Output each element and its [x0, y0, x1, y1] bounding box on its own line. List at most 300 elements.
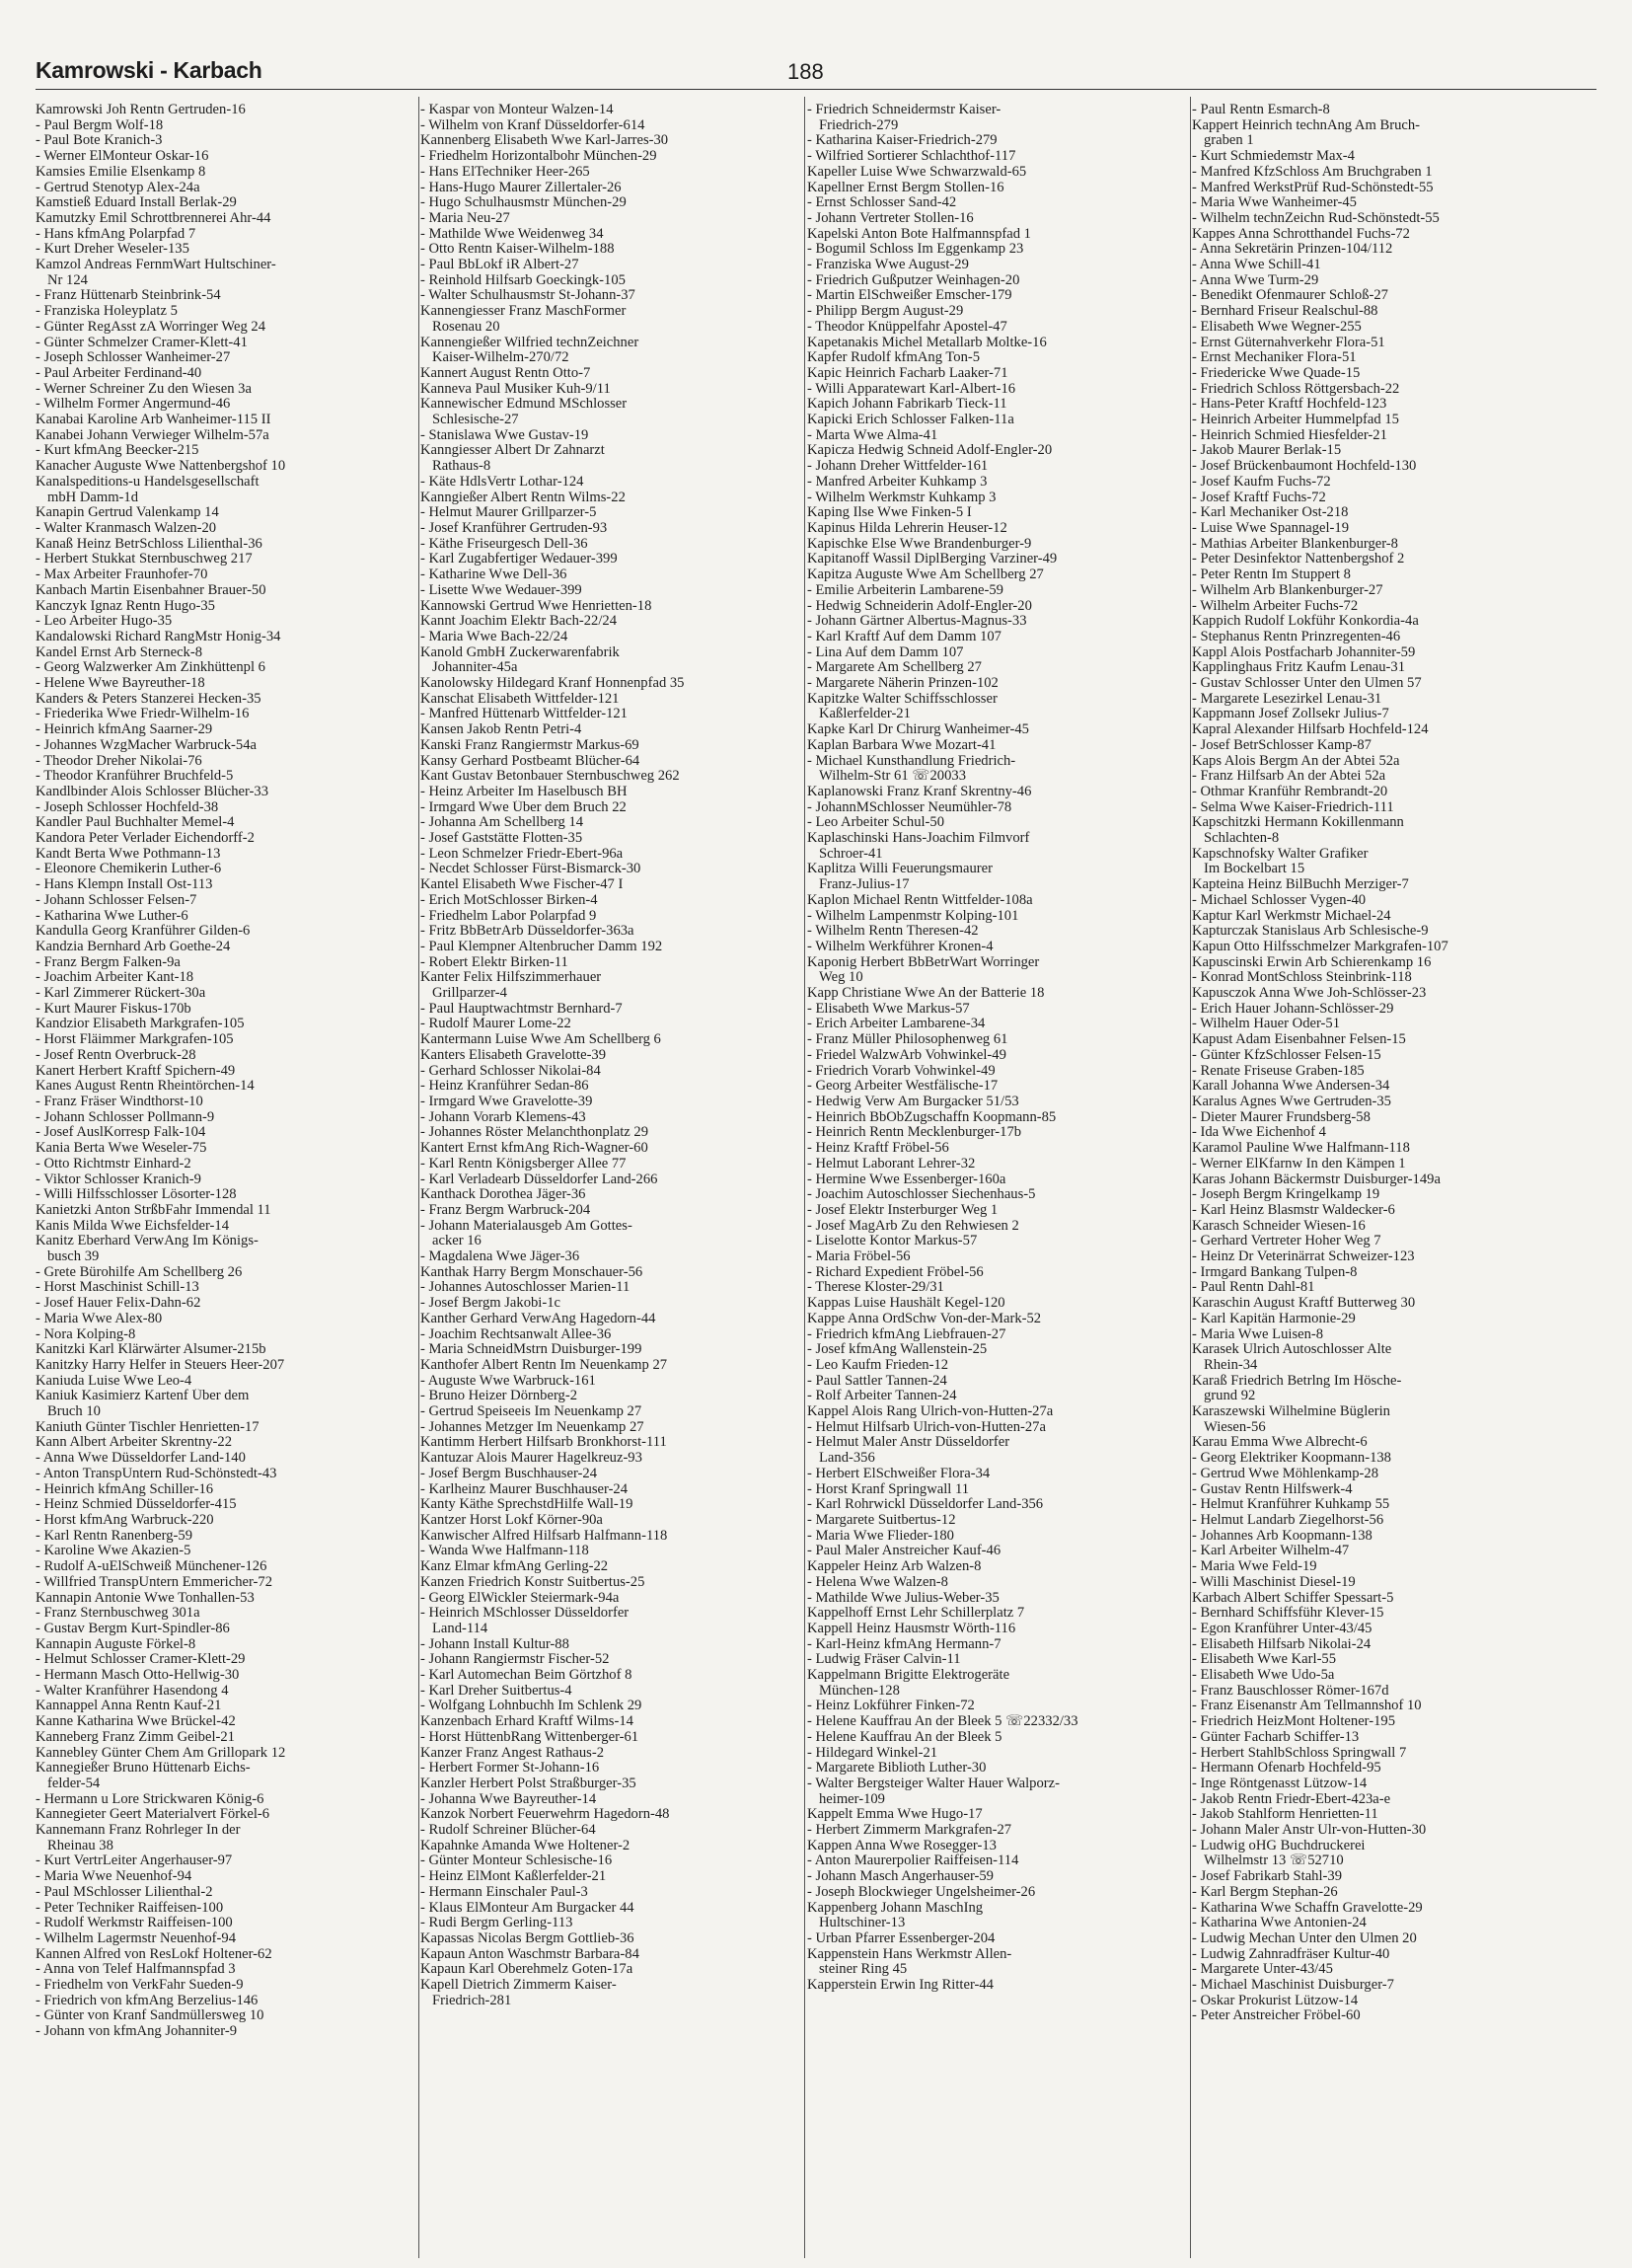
- directory-entry: Kanold GmbH Zuckerwarenfabrik: [420, 644, 620, 660]
- entry-continuation: Land-114: [432, 1621, 488, 1636]
- directory-entry: Kannert August Rentn Otto-7: [420, 365, 591, 381]
- directory-entry: Kaping Ilse Wwe Finken-5 I: [807, 505, 972, 521]
- directory-entry: - Marta Wwe Alma-41: [807, 427, 938, 443]
- directory-entry: Kanter Felix Hilfszimmerhauer: [420, 970, 602, 986]
- directory-entry: - Friedrich von kfmAng Berzelius-146: [36, 1993, 259, 2008]
- column-divider: [1190, 97, 1191, 2258]
- directory-entry: - Erich Hauer Johann-Schlösser-29: [1192, 1001, 1394, 1017]
- directory-entry: Kappert Heinrich technAng Am Bruch-: [1192, 117, 1420, 133]
- directory-entry: - Oskar Prokurist Lützow-14: [1192, 1993, 1359, 2008]
- directory-entry: Kandler Paul Buchhalter Memel-4: [36, 815, 235, 831]
- directory-entry: Kanabei Johann Verwieger Wilhelm-57a: [36, 427, 269, 443]
- directory-entry: - Heinrich Rentn Mecklenburger-17b: [807, 1125, 1022, 1141]
- directory-entry: - Wilhelm Lampenmstr Kolping-101: [807, 908, 1019, 924]
- directory-entry: - Stephanus Rentn Prinzregenten-46: [1192, 629, 1401, 644]
- entry-continuation: Land-356: [819, 1451, 875, 1467]
- directory-entry: Kappell Heinz Hausmstr Wörth-116: [807, 1621, 1016, 1636]
- entry-continuation: Wilhelm-Str 61 ☏20033: [819, 769, 966, 785]
- directory-entry: - Heinz Dr Veterinärrat Schweizer-123: [1192, 1249, 1415, 1265]
- directory-entry: - Horst Fläimmer Markgrafen-105: [36, 1032, 234, 1048]
- directory-entry: Kapschitzki Hermann Kokillenmann: [1192, 815, 1404, 831]
- directory-entry: Kapke Karl Dr Chirurg Wanheimer-45: [807, 722, 1029, 738]
- directory-entry: - Josef Kaufm Fuchs-72: [1192, 474, 1331, 490]
- directory-entry: - Peter Anstreicher Fröbel-60: [1192, 2008, 1361, 2024]
- entry-continuation: Rhein-34: [1204, 1357, 1258, 1373]
- directory-entry: - Gertrud Speiseeis Im Neuenkamp 27: [420, 1404, 642, 1420]
- directory-entry: - Helena Wwe Walzen-8: [807, 1574, 948, 1590]
- directory-entry: Kannowski Gertrud Wwe Henrietten-18: [420, 598, 652, 614]
- directory-entry: Kant Gustav Betonbauer Sternbuschweg 262: [420, 769, 680, 785]
- directory-entry: - Renate Friseuse Graben-185: [1192, 1063, 1365, 1079]
- directory-entry: Kappes Anna Schrotthandel Fuchs-72: [1192, 226, 1410, 242]
- directory-entry: - Elisabeth Wwe Wegner-255: [1192, 319, 1362, 335]
- directory-entry: Kann Albert Arbeiter Skrentny-22: [36, 1435, 232, 1451]
- entry-continuation: Kaßlerfelder-21: [819, 707, 911, 722]
- directory-entry: - Kurt kfmAng Beecker-215: [36, 443, 199, 459]
- directory-entry: - Wilfried Sortierer Schlachthof-117: [807, 149, 1016, 165]
- directory-entry: Kansy Gerhard Postbeamt Blücher-64: [420, 753, 640, 769]
- directory-entry: - Hans-Hugo Maurer Zillertaler-26: [420, 180, 622, 195]
- directory-entry: - Ernst Güternahverkehr Flora-51: [1192, 335, 1385, 350]
- directory-entry: - Wolfgang Lohnbuchh Im Schlenk 29: [420, 1699, 642, 1714]
- directory-entry: - Luise Wwe Spannagel-19: [1192, 520, 1349, 536]
- directory-entry: Kapp Christiane Wwe An der Batterie 18: [807, 986, 1045, 1002]
- directory-entry: Kappenberg Johann MaschIng: [807, 1900, 984, 1916]
- directory-entry: Kannegießer Bruno Hüttenarb Eichs-: [36, 1761, 251, 1777]
- directory-entry: Kapelski Anton Bote Halfmannspfad 1: [807, 226, 1031, 242]
- directory-entry: - Margarete Suitbertus-12: [807, 1512, 956, 1528]
- directory-entry: Kannappel Anna Rentn Kauf-21: [36, 1699, 222, 1714]
- directory-entry: - Fritz BbBetrArb Düsseldorfer-363a: [420, 924, 634, 940]
- directory-entry: Kaplon Michael Rentn Wittfelder-108a: [807, 892, 1033, 908]
- directory-entry: - Josef Kraftf Fuchs-72: [1192, 490, 1326, 505]
- directory-entry: - Friedericke Wwe Quade-15: [1192, 365, 1361, 381]
- directory-entry: - Theodor Kranführer Bruchfeld-5: [36, 769, 234, 785]
- directory-entry: - Johannes Arb Koopmann-138: [1192, 1528, 1372, 1544]
- directory-entry: - Gustav Schlosser Unter den Ulmen 57: [1192, 676, 1422, 692]
- entry-continuation: heimer-109: [819, 1791, 885, 1807]
- directory-entry: - Gertrud Stenotyp Alex-24a: [36, 180, 200, 195]
- directory-entry: - Jakob Rentn Friedr-Ebert-423a-e: [1192, 1791, 1391, 1807]
- entry-continuation: Friedrich-281: [432, 1993, 512, 2008]
- directory-entry: Kamrowski Joh Rentn Gertruden-16: [36, 103, 246, 117]
- directory-entry: - Franz Fräser Windthorst-10: [36, 1095, 203, 1109]
- directory-entry: - Irmgard Wwe Gravelotte-39: [420, 1095, 593, 1109]
- directory-entry: Kannebley Günter Chem Am Grillopark 12: [36, 1745, 286, 1761]
- directory-entry: - Johann Dreher Wittfelder-161: [807, 459, 989, 475]
- directory-entry: Kantermann Luise Wwe Am Schellberg 6: [420, 1032, 661, 1048]
- directory-entry: - Maria Neu-27: [420, 210, 510, 226]
- directory-entry: - Heinrich kfmAng Saarner-29: [36, 722, 213, 738]
- directory-entry: - Maria Wwe Alex-80: [36, 1311, 163, 1326]
- directory-entry: - Margarete Unter-43/45: [1192, 1962, 1333, 1978]
- directory-entry: Kapturczak Stanislaus Arb Schlesische-9: [1192, 924, 1429, 940]
- directory-entry: - Friedrich kfmAng Liebfrauen-27: [807, 1326, 1006, 1342]
- directory-entry: Kaponig Herbert BbBetrWart Worringer: [807, 954, 1040, 970]
- directory-entry: - Maria Wwe Bach-22/24: [420, 629, 568, 644]
- directory-entry: Kapich Johann Fabrikarb Tieck-11: [807, 397, 1007, 413]
- directory-entry: - Gertrud Wwe Möhlenkamp-28: [1192, 1466, 1378, 1481]
- directory-entry: - Johanna Am Schellberg 14: [420, 815, 584, 831]
- directory-entry: - Anna Wwe Turm-29: [1192, 272, 1319, 288]
- directory-entry: Kanther Gerhard VerwAng Hagedorn-44: [420, 1311, 656, 1326]
- directory-entry: - Leo Arbeiter Schul-50: [807, 815, 945, 831]
- directory-entry: - Bogumil Schloss Im Eggenkamp 23: [807, 242, 1024, 258]
- directory-entry: Karaszewski Wilhelmine Büglerin: [1192, 1404, 1390, 1420]
- directory-entry: - Walter Kranmasch Walzen-20: [36, 520, 217, 536]
- directory-entry: - Hermann Einschaler Paul-3: [420, 1884, 588, 1900]
- directory-entry: - Horst HüttenbRang Wittenberger-61: [420, 1729, 639, 1745]
- directory-entry: - Otto Richtmstr Einhard-2: [36, 1156, 191, 1172]
- entry-continuation: Wilhelmstr 13 ☏52710: [1204, 1853, 1344, 1869]
- directory-entry: - Hildegard Winkel-21: [807, 1745, 938, 1761]
- directory-entry: - Friedrich HeizMont Holtener-195: [1192, 1714, 1395, 1730]
- directory-entry: - Kurt Dreher Weseler-135: [36, 242, 189, 258]
- directory-entry: - Franziska Wwe August-29: [807, 258, 969, 273]
- directory-entry: - Leon Schmelzer Friedr-Ebert-96a: [420, 846, 624, 862]
- entry-continuation: grund 92: [1204, 1389, 1256, 1404]
- directory-entry: - Ernst Mechaniker Flora-51: [1192, 350, 1357, 366]
- directory-entry: - Irmgard Wwe Über dem Bruch 22: [420, 799, 627, 815]
- directory-entry: - Josef Fabrikarb Stahl-39: [1192, 1869, 1342, 1885]
- directory-entry: - Karl Verladearb Düsseldorfer Land-266: [420, 1172, 658, 1187]
- directory-entry: - Karl Mechaniker Ost-218: [1192, 505, 1349, 521]
- directory-entry: - Karl Kapitän Harmonie-29: [1192, 1311, 1356, 1326]
- directory-entry: - Horst Maschinist Schill-13: [36, 1280, 199, 1296]
- directory-entry: - Therese Kloster-29/31: [807, 1280, 944, 1296]
- directory-entry: - Friedrich Schloss Röttgersbach-22: [1192, 381, 1400, 397]
- directory-entry: - Mathilde Wwe Weidenweg 34: [420, 226, 604, 242]
- directory-entry: - Elisabeth Wwe Markus-57: [807, 1001, 970, 1017]
- directory-entry: Kapeller Luise Wwe Schwarzwald-65: [807, 164, 1027, 180]
- directory-entry: - Karl Zimmerer Rückert-30a: [36, 986, 206, 1002]
- entry-continuation: Wiesen-56: [1204, 1419, 1266, 1435]
- directory-entry: - Friederika Wwe Friedr-Wilhelm-16: [36, 707, 250, 722]
- directory-entry: Kantert Ernst kfmAng Rich-Wagner-60: [420, 1141, 648, 1157]
- name-range-heading: Kamrowski - Karbach: [36, 57, 262, 83]
- directory-entry: - Johann Schlosser Pollmann-9: [36, 1109, 215, 1125]
- directory-entry: Kaplaschinski Hans-Joachim Filmvorf: [807, 831, 1030, 847]
- directory-entry: - Walter Schulhausmstr St-Johann-37: [420, 288, 635, 304]
- directory-entry: - Josef Brückenbaumont Hochfeld-130: [1192, 459, 1417, 475]
- directory-entry: Kanne Katharina Wwe Brückel-42: [36, 1714, 236, 1730]
- directory-entry: Kandt Berta Wwe Pothmann-13: [36, 846, 221, 862]
- directory-entry: - Hans ElTechniker Heer-265: [420, 164, 590, 180]
- directory-entry: - Heinz Kranführer Sedan-86: [420, 1079, 589, 1095]
- directory-entry: - Franz Eisenanstr Am Tellmannshof 10: [1192, 1699, 1422, 1714]
- page-number: 188: [787, 59, 824, 84]
- entry-continuation: graben 1: [1204, 133, 1254, 149]
- entry-continuation: Grillparzer-4: [432, 986, 507, 1002]
- directory-entry: - Günter Monteur Schlesische-16: [420, 1853, 613, 1869]
- directory-entry: Kania Berta Wwe Weseler-75: [36, 1141, 207, 1157]
- directory-entry: - Selma Wwe Kaiser-Friedrich-111: [1192, 799, 1394, 815]
- directory-entry: - Hans Klempn Install Ost-113: [36, 877, 213, 893]
- directory-entry: Kanthofer Albert Rentn Im Neuenkamp 27: [420, 1357, 668, 1373]
- directory-entry: Karaschin August Kraftf Butterweg 30: [1192, 1296, 1416, 1312]
- directory-entry: Kappel Alois Rang Ulrich-von-Hutten-27a: [807, 1404, 1054, 1420]
- directory-entry: - Hermine Wwe Essenberger-160a: [807, 1172, 1006, 1187]
- directory-entry: - Friedhelm von VerkFahr Sueden-9: [36, 1978, 244, 1994]
- directory-entry: - Georg Arbeiter Westfälische-17: [807, 1079, 999, 1095]
- directory-entry: - JohannMSchlosser Neumühler-78: [807, 799, 1012, 815]
- entry-continuation: Nr 124: [47, 272, 88, 288]
- directory-entry: Kaplan Barbara Wwe Mozart-41: [807, 737, 997, 753]
- directory-entry: Kanitzki Karl Klärwärter Alsumer-215b: [36, 1342, 266, 1358]
- directory-entry: - Emilie Arbeiterin Lambarene-59: [807, 582, 1003, 598]
- directory-entry: - Paul Maler Anstreicher Kauf-46: [807, 1544, 1001, 1559]
- directory-entry: - Josef Gaststätte Flotten-35: [420, 831, 583, 847]
- directory-entry: - Paul Klempner Altenbrucher Damm 192: [420, 939, 663, 954]
- directory-entry: - Heinz Schmied Düsseldorfer-415: [36, 1497, 237, 1513]
- directory-entry: - Josef MagArb Zu den Rehwiesen 2: [807, 1218, 1019, 1234]
- directory-entry: - Dieter Maurer Frundsberg-58: [1192, 1109, 1371, 1125]
- directory-entry: - Rudi Bergm Gerling-113: [420, 1916, 573, 1931]
- entry-continuation: Im Bockelbart 15: [1204, 862, 1305, 877]
- directory-entry: - Heinrich Arbeiter Hummelpfad 15: [1192, 413, 1399, 428]
- directory-entry: Kandora Peter Verlader Eichendorff-2: [36, 831, 255, 847]
- directory-entry: - Karl Rohrwickl Düsseldorfer Land-356: [807, 1497, 1044, 1513]
- directory-entry: - Leo Arbeiter Hugo-35: [36, 614, 173, 630]
- directory-entry: Kapassas Nicolas Bergm Gottlieb-36: [420, 1930, 634, 1946]
- directory-entry: - Gerhard Vertreter Hoher Weg 7: [1192, 1234, 1381, 1249]
- directory-entry: - Hedwig Schneiderin Adolf-Engler-20: [807, 598, 1032, 614]
- directory-entry: - Walter Bergsteiger Walter Hauer Walporz-: [807, 1776, 1060, 1791]
- directory-entry: Kaptur Karl Werkmstr Michael-24: [1192, 908, 1391, 924]
- directory-entry: - Ida Wwe Eichenhof 4: [1192, 1125, 1326, 1141]
- entry-continuation: Schlachten-8: [1204, 831, 1280, 847]
- directory-entry: - Theodor Knüppelfahr Apostel-47: [807, 319, 1007, 335]
- directory-entry: Kanthack Dorothea Jäger-36: [420, 1187, 586, 1203]
- entry-continuation: Johanniter-45a: [432, 660, 518, 676]
- directory-entry: Kappich Rudolf Lokführ Konkordia-4a: [1192, 614, 1419, 630]
- directory-entry: Karamol Pauline Wwe Halfmann-118: [1192, 1141, 1410, 1157]
- directory-entry: Kapperstein Erwin Ing Ritter-44: [807, 1978, 994, 1994]
- directory-entry: Kanes August Rentn Rheintörchen-14: [36, 1079, 255, 1095]
- entry-continuation: Bruch 10: [47, 1404, 101, 1420]
- directory-entry: - Rolf Arbeiter Tannen-24: [807, 1389, 957, 1404]
- directory-entry: Kappelmann Brigitte Elektrogeräte: [807, 1668, 1010, 1684]
- directory-entry: Kaniuk Kasimierz Kartenf Über dem: [36, 1389, 250, 1404]
- directory-entry: Kannemann Franz Rohrleger In der: [36, 1823, 241, 1839]
- directory-entry: - Herbert Zimmerm Markgrafen-27: [807, 1823, 1012, 1839]
- directory-entry: - Margarete Näherin Prinzen-102: [807, 676, 999, 692]
- directory-entry: - Otto Rentn Kaiser-Wilhelm-188: [420, 242, 615, 258]
- directory-entry: Kannt Joachim Elektr Bach-22/24: [420, 614, 617, 630]
- directory-entry: - Kaspar von Monteur Walzen-14: [420, 103, 614, 117]
- directory-entry: - Heinrich MSchlosser Düsseldorfer: [420, 1606, 630, 1622]
- directory-entry: - Paul Rentn Dahl-81: [1192, 1280, 1315, 1296]
- directory-entry: Kamzol Andreas FernmWart Hultschiner-: [36, 258, 276, 273]
- directory-entry: - Rudolf Maurer Lome-22: [420, 1017, 571, 1032]
- directory-entry: Kapicza Hedwig Schneid Adolf-Engler-20: [807, 443, 1053, 459]
- directory-entry: - Rudolf Schreiner Blücher-64: [420, 1823, 596, 1839]
- directory-entry: - Friedrich Vorarb Vohwinkel-49: [807, 1063, 996, 1079]
- directory-entry: - Anna Wwe Schill-41: [1192, 258, 1321, 273]
- directory-entry: - Mathias Arbeiter Blankenburger-8: [1192, 536, 1398, 552]
- directory-entry: Kanolowsky Hildegard Kranf Honnenpfad 35: [420, 676, 685, 692]
- directory-entry: - Josef Bergm Jakobi-1c: [420, 1296, 560, 1312]
- directory-entry: - Necdet Schlosser Fürst-Bismarck-30: [420, 862, 641, 877]
- directory-entry: - Helmut Maler Anstr Düsseldorfer: [807, 1435, 1010, 1451]
- directory-entry: - Karl Rentn Königsberger Allee 77: [420, 1156, 627, 1172]
- column-divider: [418, 97, 419, 2258]
- directory-entry: - Käthe Friseurgesch Dell-36: [420, 536, 588, 552]
- directory-entry: - Theodor Dreher Nikolai-76: [36, 753, 202, 769]
- directory-entry: - Hugo Schulhausmstr München-29: [420, 195, 627, 211]
- directory-entry: Kanneva Paul Musiker Kuh-9/11: [420, 381, 611, 397]
- directory-entry: Kannen Alfred von ResLokf Holtener-62: [36, 1946, 272, 1962]
- directory-entry: - Horst kfmAng Warbruck-220: [36, 1512, 214, 1528]
- directory-entry: - Manfred KfzSchloss Am Bruchgraben 1: [1192, 164, 1433, 180]
- directory-entry: - Hermann Masch Otto-Hellwig-30: [36, 1668, 240, 1684]
- directory-entry: - Ludwig Zahnradfräser Kultur-40: [1192, 1946, 1390, 1962]
- directory-entry: - Karl Bergm Stephan-26: [1192, 1884, 1338, 1900]
- directory-entry: - Johanna Wwe Bayreuther-14: [420, 1791, 597, 1807]
- directory-entry: - Karl-Heinz kfmAng Hermann-7: [807, 1636, 1001, 1652]
- directory-entry: Kappelt Emma Wwe Hugo-17: [807, 1807, 983, 1823]
- directory-entry: - Joseph Blockwieger Ungelsheimer-26: [807, 1884, 1036, 1900]
- directory-entry: - Johann Vertreter Stollen-16: [807, 210, 974, 226]
- directory-entry: - Helmut Hilfsarb Ulrich-von-Hutten-27a: [807, 1419, 1046, 1435]
- directory-entry: - Karl Heinz Blasmstr Waldecker-6: [1192, 1202, 1395, 1218]
- directory-entry: - Martin ElSchweißer Emscher-179: [807, 288, 1012, 304]
- directory-entry: Kappas Luise Haushält Kegel-120: [807, 1296, 1005, 1312]
- directory-entry: - Wilhelm Arb Blankenburger-27: [1192, 582, 1383, 598]
- directory-entry: Kapellner Ernst Bergm Stollen-16: [807, 180, 1004, 195]
- directory-entry: - Helmut Maurer Grillparzer-5: [420, 505, 597, 521]
- directory-entry: - Gustav Rentn Hilfswerk-4: [1192, 1481, 1353, 1497]
- entry-continuation: Rheinau 38: [47, 1838, 113, 1853]
- directory-entry: Kaps Alois Bergm An der Abtei 52a: [1192, 753, 1400, 769]
- directory-entry: - Wilhelm Rentn Theresen-42: [807, 924, 979, 940]
- directory-entry: - Josef BetrSchlosser Kamp-87: [1192, 737, 1372, 753]
- directory-entry: - Leo Kaufm Frieden-12: [807, 1357, 949, 1373]
- directory-entry: - Konrad MontSchloss Steinbrink-118: [1192, 970, 1412, 986]
- directory-entry: Kappmann Josef Zollsekr Julius-7: [1192, 707, 1389, 722]
- entry-continuation: acker 16: [432, 1234, 482, 1249]
- directory-entry: - Paul Sattler Tannen-24: [807, 1373, 947, 1389]
- directory-entry: Kanders & Peters Stanzerei Hecken-35: [36, 691, 261, 707]
- directory-entry: Kappenstein Hans Werkmstr Allen-: [807, 1946, 1012, 1962]
- directory-entry: - Josef Kranführer Gertruden-93: [420, 520, 608, 536]
- directory-entry: - Karl Zugabfertiger Wedauer-399: [420, 552, 618, 567]
- directory-entry: Kaniuda Luise Wwe Leo-4: [36, 1373, 192, 1389]
- entry-continuation: Rathaus-8: [432, 459, 491, 475]
- directory-entry: Kanczyk Ignaz Rentn Hugo-35: [36, 598, 215, 614]
- directory-entry: - Rudolf A-uElSchweiß Münchener-126: [36, 1559, 267, 1575]
- entry-continuation: Franz-Julius-17: [819, 877, 910, 893]
- directory-entry: Kandlbinder Alois Schlosser Blücher-33: [36, 784, 269, 799]
- directory-entry: - Georg Elektriker Koopmann-138: [1192, 1451, 1391, 1467]
- directory-entry: - Manfred Hüttenarb Wittfelder-121: [420, 707, 628, 722]
- directory-entry: - Johann von kfmAng Johanniter-9: [36, 2024, 237, 2040]
- directory-entry: - Katharina Wwe Schaffn Gravelotte-29: [1192, 1900, 1423, 1916]
- directory-entry: - Benedikt Ofenmaurer Schloß-27: [1192, 288, 1388, 304]
- directory-entry: - Magdalena Wwe Jäger-36: [420, 1249, 580, 1265]
- directory-entry: - Egon Kranführer Unter-43/45: [1192, 1621, 1372, 1636]
- directory-entry: - Karl Kraftf Auf dem Damm 107: [807, 629, 1001, 644]
- directory-entry: - Karoline Wwe Akazien-5: [36, 1544, 191, 1559]
- directory-entry: Kanzok Norbert Feuerwehrm Hagedorn-48: [420, 1807, 670, 1823]
- directory-entry: Kanitz Eberhard VerwAng Im Königs-: [36, 1234, 259, 1249]
- directory-entry: - Heinrich kfmAng Schiller-16: [36, 1481, 214, 1497]
- directory-entry: - Anton Maurerpolier Raiffeisen-114: [807, 1853, 1019, 1869]
- directory-entry: - Karl Arbeiter Wilhelm-47: [1192, 1544, 1350, 1559]
- directory-entry: Kannewischer Edmund MSchlosser: [420, 397, 628, 413]
- directory-entry: - Johann Rangiermstr Fischer-52: [420, 1652, 610, 1668]
- directory-entry: - Hermann Ofenarb Hochfeld-95: [1192, 1761, 1381, 1777]
- directory-entry: Kantel Elisabeth Wwe Fischer-47 I: [420, 877, 624, 893]
- directory-entry: Kanbach Martin Eisenbahner Brauer-50: [36, 582, 266, 598]
- directory-entry: - Mathilde Wwe Julius-Weber-35: [807, 1590, 1000, 1606]
- directory-entry: - Helmut Laborant Lehrer-32: [807, 1156, 976, 1172]
- directory-entry: Kandzior Elisabeth Markgrafen-105: [36, 1017, 245, 1032]
- directory-entry: - Willi Apparatewart Karl-Albert-16: [807, 381, 1016, 397]
- directory-entry: - Georg ElWickler Steiermark-94a: [420, 1590, 620, 1606]
- column-3: [807, 103, 1188, 2256]
- entry-continuation: steiner Ring 45: [819, 1962, 908, 1978]
- directory-entry: Kanthak Harry Bergm Monschauer-56: [420, 1264, 643, 1280]
- directory-entry: - Manfred WerkstPrüf Rud-Schönstedt-55: [1192, 180, 1434, 195]
- directory-entry: - Walter Kranführer Hasendong 4: [36, 1683, 229, 1699]
- directory-entry: - Paul Hauptwachtmstr Bernhard-7: [420, 1001, 623, 1017]
- directory-entry: - Inge Röntgenasst Lützow-14: [1192, 1776, 1368, 1791]
- entry-continuation: München-128: [819, 1683, 900, 1699]
- directory-entry: - Johann Materialausgeb Am Gottes-: [420, 1218, 632, 1234]
- directory-entry: - Maria SchneidMstrn Duisburger-199: [420, 1342, 642, 1358]
- directory-entry: - Paul Arbeiter Ferdinand-40: [36, 365, 202, 381]
- directory-entry: Karalus Agnes Wwe Gertruden-35: [1192, 1095, 1391, 1109]
- directory-entry: Karasch Schneider Wiesen-16: [1192, 1218, 1366, 1234]
- directory-entry: Kannengießer Wilfried technZeichner: [420, 335, 639, 350]
- directory-entry: - Willfried TranspUntern Emmericher-72: [36, 1574, 272, 1590]
- directory-entry: - Wilhelm Werkmstr Kuhkamp 3: [807, 490, 997, 505]
- directory-entry: - Johannes Autoschlosser Marien-11: [420, 1280, 631, 1296]
- entry-continuation: busch 39: [47, 1249, 100, 1265]
- directory-entry: - Katharina Kaiser-Friedrich-279: [807, 133, 998, 149]
- directory-entry: Kanis Milda Wwe Eichsfelder-14: [36, 1218, 229, 1234]
- directory-entry: - Othmar Kranführ Rembrandt-20: [1192, 784, 1388, 799]
- directory-entry: Kanzen Friedrich Konstr Suitbertus-25: [420, 1574, 645, 1590]
- directory-entry: - Irmgard Bankang Tulpen-8: [1192, 1264, 1358, 1280]
- directory-entry: - Johann Maler Anstr Ulr-von-Hutten-30: [1192, 1823, 1427, 1839]
- directory-entry: - Helene Kauffrau An der Bleek 5 ☏22332/33: [807, 1714, 1078, 1730]
- directory-entry: - Paul Bergm Wolf-18: [36, 117, 164, 133]
- directory-entry: - Hans kfmAng Polarpfad 7: [36, 226, 196, 242]
- directory-entry: - Johannes Röster Melanchthonplatz 29: [420, 1125, 649, 1141]
- directory-entry: - Jakob Maurer Berlak-15: [1192, 443, 1342, 459]
- directory-entry: Kanaß Heinz BetrSchloss Lilienthal-36: [36, 536, 262, 552]
- directory-entry: Kaniuth Günter Tischler Henrietten-17: [36, 1419, 260, 1435]
- entry-continuation: Kaiser-Wilhelm-270/72: [432, 350, 569, 366]
- directory-entry: Kantuzar Alois Maurer Hagelkreuz-93: [420, 1451, 642, 1467]
- directory-entry: - Franz Bauschlosser Römer-167d: [1192, 1683, 1389, 1699]
- directory-entry: - Friedel WalzwArb Vohwinkel-49: [807, 1047, 1006, 1063]
- directory-entry: - Heinz Kraftf Fröbel-56: [807, 1141, 949, 1157]
- directory-entry: Kappen Anna Wwe Rosegger-13: [807, 1838, 997, 1853]
- directory-entry: - Kurt VertrLeiter Angerhauser-97: [36, 1853, 233, 1869]
- directory-entry: - Günter Facharb Schiffer-13: [1192, 1729, 1360, 1745]
- directory-entry: Kanapin Gertrud Valenkamp 14: [36, 505, 219, 521]
- column-divider: [804, 97, 805, 2258]
- directory-entry: - Johann Gärtner Albertus-Magnus-33: [807, 614, 1027, 630]
- directory-entry: - Karlheinz Maurer Buschhauser-24: [420, 1481, 629, 1497]
- directory-entry: Kapic Heinrich Facharb Laaker-71: [807, 365, 1008, 381]
- directory-entry: Kannengiesser Franz MaschFormer: [420, 304, 627, 320]
- directory-entry: Kapfer Rudolf kfmAng Ton-5: [807, 350, 981, 366]
- directory-entry: Kanneberg Franz Zimm Geibel-21: [36, 1729, 235, 1745]
